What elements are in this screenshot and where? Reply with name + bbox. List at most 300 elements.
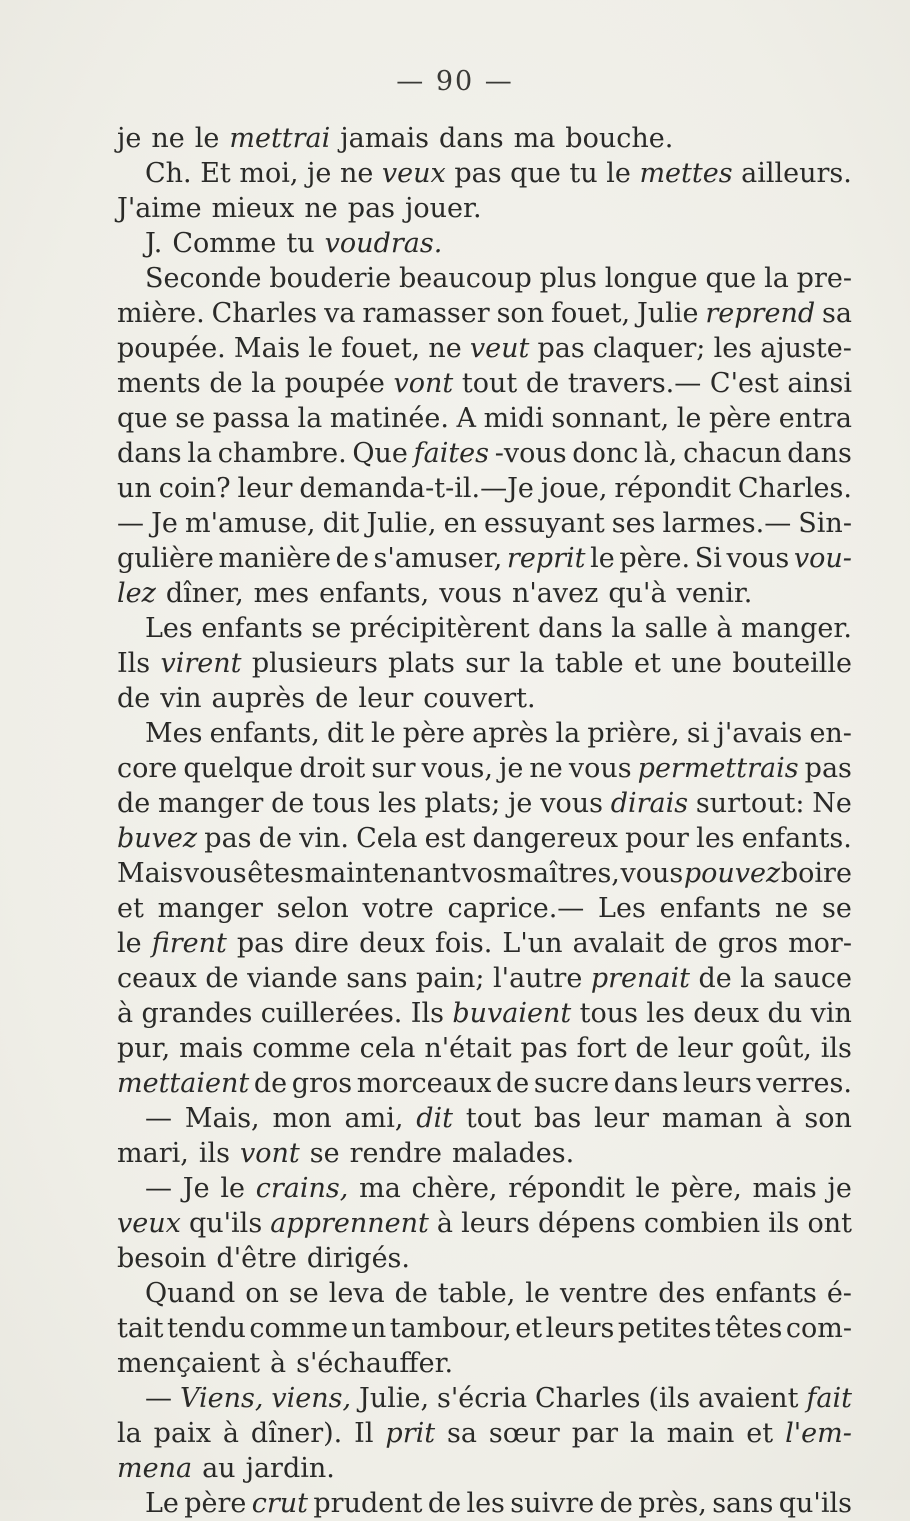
word: boire: [780, 858, 852, 889]
word: le: [590, 543, 615, 574]
word: pas: [204, 823, 252, 854]
word: couvert.: [423, 683, 536, 714]
word: le: [676, 403, 702, 434]
word: —: [145, 1173, 172, 1204]
word: enfants.: [741, 823, 852, 854]
word: leur: [594, 1103, 649, 1134]
text-line: [117, 996, 852, 1031]
italic-word: vou-: [793, 543, 852, 574]
word: maîtres,: [507, 858, 620, 889]
word: leurs: [683, 1068, 752, 1099]
word: mençaient: [117, 1348, 261, 1379]
text-line: [117, 401, 852, 436]
word: une: [671, 648, 722, 679]
word: L'un: [502, 928, 563, 959]
word: mière.: [117, 298, 205, 329]
word: leva: [328, 1278, 385, 1309]
word: midi: [483, 403, 544, 434]
word: gros: [717, 928, 778, 959]
text-line: [117, 856, 852, 891]
word: beaucoup: [398, 263, 532, 294]
word: caprice.—: [447, 893, 585, 924]
word: ont: [807, 1208, 852, 1239]
word: la: [764, 263, 789, 294]
word: plats: [388, 648, 455, 679]
word: gros: [291, 1068, 353, 1099]
word: sans: [712, 1488, 774, 1519]
word: vous: [568, 753, 632, 784]
word: dangereux: [472, 823, 618, 854]
word: mon: [272, 1103, 332, 1134]
word: leur: [677, 1033, 733, 1064]
word: s'écria: [437, 1383, 528, 1414]
word: si: [686, 718, 710, 749]
text-line: [117, 331, 852, 366]
word: -vous: [494, 438, 567, 469]
word: ne: [529, 753, 563, 784]
italic-word: dit: [416, 1103, 454, 1134]
word: de: [427, 1488, 462, 1519]
word: suivre: [510, 1488, 595, 1519]
word: à: [436, 1208, 454, 1239]
word: l'autre: [493, 963, 583, 994]
text-line: [117, 1486, 852, 1521]
word: Julie: [637, 298, 699, 329]
word: les: [466, 1488, 505, 1519]
word: dîner,: [165, 578, 244, 609]
word: sa: [447, 1418, 477, 1449]
text-line: [117, 821, 852, 856]
word: pas: [236, 928, 285, 959]
word: sa: [822, 298, 852, 329]
word: ils: [820, 1033, 852, 1064]
text-line: [117, 576, 852, 611]
italic-word: reprit: [506, 543, 586, 574]
word: plusieurs: [251, 648, 378, 679]
word: J'aime: [117, 193, 202, 224]
word: la: [555, 718, 581, 749]
word: table: [554, 648, 624, 679]
word: cela: [359, 1033, 416, 1064]
italic-word: mettaient: [117, 1068, 250, 1099]
word: de: [525, 368, 560, 399]
word: Mais: [117, 858, 184, 889]
word: tambour,: [389, 1313, 512, 1344]
word: va: [324, 298, 356, 329]
word: dirigés.: [306, 1243, 410, 1274]
word: le: [635, 1173, 661, 1204]
word: vous: [439, 578, 502, 609]
word: Seconde: [145, 263, 262, 294]
word: Ne: [812, 788, 852, 819]
text-line: [117, 716, 852, 751]
text-line: [117, 1241, 852, 1276]
word: pre-: [796, 263, 852, 294]
word: é-: [826, 1278, 852, 1309]
word: jouer.: [405, 193, 482, 224]
word: s'amuser,: [373, 543, 503, 574]
word: Et: [200, 158, 231, 189]
word: salle: [644, 613, 708, 644]
word: dire: [294, 928, 350, 959]
italic-word: reprend: [705, 298, 816, 329]
word: dans: [438, 123, 504, 154]
word: ailleurs.: [741, 158, 852, 189]
word: C'est: [709, 368, 779, 399]
word: core: [117, 753, 178, 784]
word: de: [394, 1278, 428, 1309]
word: enfants: [659, 893, 762, 924]
text-line: [117, 786, 852, 821]
word: ne: [339, 158, 374, 189]
word: travers.—: [567, 368, 702, 399]
text-line: [117, 296, 852, 331]
word: A: [456, 403, 477, 434]
word: vin: [160, 683, 202, 714]
word: Cela: [356, 823, 418, 854]
word: Charles: [211, 298, 318, 329]
word: plats;: [424, 788, 501, 819]
word: ils: [198, 1138, 230, 1169]
body-text: [117, 121, 852, 1521]
italic-word: Viens,: [179, 1383, 264, 1414]
word: jardin.: [245, 1453, 335, 1484]
word: tendu: [166, 1313, 246, 1344]
word: verres.: [756, 1068, 852, 1099]
word: surtout:: [695, 788, 805, 819]
word: vous: [620, 858, 684, 889]
text-line: [117, 1206, 852, 1241]
word: enfants,: [319, 578, 430, 609]
word: dîner).: [250, 1418, 343, 1449]
word: sauce: [773, 963, 852, 994]
word: morceaux: [356, 1068, 492, 1099]
word: besoin: [117, 1243, 207, 1274]
word: viande: [247, 963, 338, 994]
word: Julie,: [366, 508, 437, 539]
word: Le: [145, 1488, 179, 1519]
word: donc: [572, 438, 639, 469]
word: larmes.—: [662, 508, 792, 539]
word: père: [402, 718, 465, 749]
word: pas: [804, 753, 852, 784]
italic-word: mena: [117, 1453, 193, 1484]
word: se: [288, 1278, 319, 1309]
word: répondit: [614, 473, 731, 504]
text-line: [117, 926, 852, 961]
word: je: [508, 788, 533, 819]
italic-word: vont: [239, 1138, 300, 1169]
word: com-: [785, 1313, 852, 1344]
italic-word: virent: [160, 648, 242, 679]
italic-word: veux: [381, 158, 446, 189]
word: fort: [576, 1033, 627, 1064]
text-line: [117, 611, 852, 646]
word: pas: [347, 193, 396, 224]
word: ma: [513, 123, 556, 154]
word: mieux: [211, 193, 295, 224]
word: par: [571, 1418, 619, 1449]
italic-word: veut: [469, 333, 530, 364]
word: enfants: [201, 613, 303, 644]
word: manger: [157, 893, 263, 924]
word: vous,: [421, 753, 493, 784]
word: essuyant: [484, 508, 605, 539]
word: je: [307, 158, 332, 189]
word: que: [705, 263, 757, 294]
word: à: [270, 1348, 287, 1379]
italic-word: permettrais: [637, 753, 799, 784]
word: Les: [598, 893, 646, 924]
word: têtes: [714, 1313, 783, 1344]
word: quelque: [183, 753, 294, 784]
word: mais: [752, 1173, 817, 1204]
text-line: [117, 121, 852, 156]
word: mais: [179, 1033, 244, 1064]
word: m'amuse,: [184, 508, 316, 539]
word: près,: [638, 1488, 707, 1519]
word: ajuste-: [760, 333, 852, 364]
word: jamais: [340, 123, 429, 154]
text-line: [117, 1171, 852, 1206]
word: êtes: [247, 858, 304, 889]
word: bouteille: [732, 648, 852, 679]
text-line: [117, 1451, 852, 1486]
word: dans: [787, 438, 852, 469]
word: pour: [625, 823, 689, 854]
word: ainsi: [787, 368, 852, 399]
word: père,: [671, 1173, 742, 1204]
word: dépens: [537, 1208, 636, 1239]
word: prudent: [313, 1488, 423, 1519]
word: son: [496, 298, 545, 329]
italic-word: pouvez: [683, 858, 781, 889]
word: à: [222, 1418, 239, 1449]
word: fois.: [435, 928, 493, 959]
word: Sin-: [798, 508, 852, 539]
word: du: [767, 998, 803, 1029]
word: Les: [145, 613, 193, 644]
word: Ch.: [145, 158, 192, 189]
word: et: [746, 1418, 774, 1449]
word: de: [698, 963, 732, 994]
word: son: [804, 1103, 852, 1134]
word: petites: [617, 1313, 712, 1344]
text-line: [117, 891, 852, 926]
word: poupée: [284, 368, 385, 399]
word: rendre: [349, 1138, 443, 1169]
word: Si: [694, 543, 722, 574]
word: manger: [158, 788, 264, 819]
word: bas: [534, 1103, 582, 1134]
word: prière,: [587, 718, 680, 749]
text-line: [117, 1311, 852, 1346]
word: joue,: [540, 473, 608, 504]
word: dit: [322, 508, 360, 539]
word: ma: [359, 1173, 401, 1204]
word: leur: [237, 473, 293, 504]
word: vin.: [299, 823, 349, 854]
word: de: [209, 368, 243, 399]
text-line: [117, 506, 852, 541]
word: de: [205, 963, 239, 994]
word: la: [629, 1418, 655, 1449]
word: mari,: [117, 1138, 189, 1169]
word: de: [635, 1033, 669, 1064]
word: Que: [352, 438, 408, 469]
word: Je: [182, 1173, 210, 1204]
text-line: [117, 1416, 852, 1451]
word: —: [145, 1103, 172, 1134]
word: auprès: [211, 683, 306, 714]
word: bouche.: [565, 123, 674, 154]
word: enfants,: [209, 718, 320, 749]
word: deux: [693, 998, 760, 1029]
text-line: [117, 751, 852, 786]
word: avaient: [698, 1383, 799, 1414]
word: entra: [778, 403, 852, 434]
italic-word: prit: [385, 1418, 436, 1449]
word: se: [822, 893, 852, 924]
word: s'échauffer.: [296, 1348, 454, 1379]
word: plus: [539, 263, 597, 294]
word: pas: [520, 1033, 568, 1064]
word: avalait: [572, 928, 665, 959]
italic-word: mettrai: [229, 123, 331, 154]
word: après: [472, 718, 549, 749]
word: Julie,: [359, 1383, 430, 1414]
word: table,: [437, 1278, 516, 1309]
word: Quand: [145, 1278, 236, 1309]
word: n'était: [424, 1033, 512, 1064]
word: ceaux: [117, 963, 197, 994]
word: sœur: [488, 1418, 560, 1449]
word: claquer;: [592, 333, 706, 364]
word: ses: [611, 508, 656, 539]
word: dans: [538, 613, 603, 644]
text-line: [117, 156, 852, 191]
word: le: [606, 158, 631, 189]
italic-word: l'em-: [785, 1418, 852, 1449]
word: sans: [346, 963, 408, 994]
word: ramasser: [362, 298, 490, 329]
word: tous: [312, 788, 371, 819]
word: la: [740, 963, 765, 994]
word: vous: [726, 543, 790, 574]
word: Mais,: [184, 1103, 260, 1134]
text-line: [117, 436, 852, 471]
word: la: [611, 613, 637, 644]
word: se: [175, 403, 206, 434]
word: vin: [810, 998, 852, 1029]
text-line: [117, 1136, 852, 1171]
word: goût,: [741, 1033, 812, 1064]
word: les: [696, 823, 735, 854]
word: à: [716, 613, 733, 644]
word: —: [117, 508, 144, 539]
italic-word: mettes: [639, 158, 733, 189]
word: les: [646, 998, 685, 1029]
word: le: [370, 718, 396, 749]
word: sur: [371, 753, 416, 784]
word: dans: [117, 438, 182, 469]
word: père: [184, 1488, 247, 1519]
word: main: [666, 1418, 735, 1449]
word: à: [775, 1103, 792, 1134]
word: bouderie: [269, 263, 392, 294]
word: sucre: [533, 1068, 610, 1099]
word: et: [634, 648, 661, 679]
italic-word: lez: [117, 578, 156, 609]
italic-word: firent: [151, 928, 227, 959]
text-line: [117, 1346, 852, 1381]
text-line: [117, 1381, 852, 1416]
text-line: [117, 226, 852, 261]
word: combien: [643, 1208, 761, 1239]
word: précipitèrent: [349, 613, 530, 644]
word: Il: [354, 1418, 374, 1449]
word: leur: [358, 683, 414, 714]
word: ventre: [559, 1278, 649, 1309]
text-line: [117, 366, 852, 401]
word: poupée.: [117, 333, 226, 364]
word: on: [245, 1278, 279, 1309]
word: de: [495, 1068, 530, 1099]
text-line: [117, 1276, 852, 1311]
word: est: [424, 823, 466, 854]
word: gulière: [117, 543, 214, 574]
text-line: [117, 1031, 852, 1066]
word: de: [335, 543, 369, 574]
word: tu: [286, 228, 315, 259]
word: qu'ils: [188, 1208, 263, 1239]
text-line: [117, 961, 852, 996]
word: manger.: [741, 613, 852, 644]
word: un: [117, 473, 152, 504]
word: coin?: [158, 473, 231, 504]
word: Mais: [233, 333, 301, 364]
word: répondit: [508, 1173, 625, 1204]
word: des: [658, 1278, 706, 1309]
word: pas: [454, 158, 502, 189]
word: enfants: [715, 1278, 817, 1309]
word: Ils: [410, 998, 444, 1029]
word: leurs: [545, 1313, 615, 1344]
word: ments: [117, 368, 201, 399]
word: fouet,: [551, 298, 631, 329]
word: pain;: [416, 963, 485, 994]
word: ne: [151, 123, 185, 154]
word: de: [315, 683, 349, 714]
word: vous: [540, 788, 603, 819]
word: se: [311, 613, 342, 644]
word: sonnant,: [551, 403, 670, 434]
word: cuillerées.: [260, 998, 403, 1029]
word: et: [515, 1313, 543, 1344]
word: que: [117, 403, 168, 434]
word: en-: [809, 718, 852, 749]
word: au: [202, 1453, 236, 1484]
word: le: [220, 1173, 245, 1204]
word: Comme: [172, 228, 277, 259]
word: les: [713, 333, 753, 364]
word: Ils: [117, 648, 151, 679]
italic-word: buvez: [117, 823, 198, 854]
word: les: [378, 788, 417, 819]
word: pas: [537, 333, 585, 364]
word: d'être: [216, 1243, 297, 1274]
word: de: [271, 788, 305, 819]
